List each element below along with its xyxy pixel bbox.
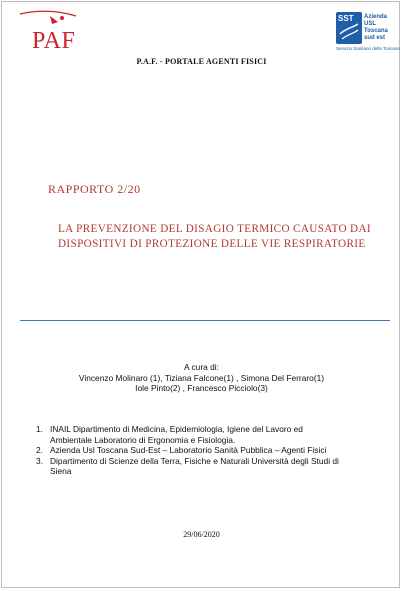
curated-by-block — [2, 362, 401, 394]
report-title-line: LA PREVENZIONE DEL DISAGIO TERMICO CAUSATO DAI — [58, 223, 371, 235]
affiliations-list — [36, 424, 376, 477]
usl-logo-side-text — [364, 14, 388, 42]
affiliation-number: 1. — [36, 424, 43, 434]
usl-side-line: sud est — [364, 35, 386, 41]
usl-side-line: USL — [364, 21, 376, 27]
affiliation-line: Dipartimento di Scienze della Terra, Fisiche e Naturali Università degli Studi di — [50, 455, 339, 466]
usl-logo-box — [336, 12, 362, 44]
report-title-line: DISPOSITIVI DI PROTEZIONE DELLE VIE RESPIRATORIE — [58, 238, 366, 250]
report-title — [58, 222, 378, 252]
paf-logo — [16, 8, 82, 52]
report-date: 29/06/2020 — [183, 530, 220, 539]
usl-toscana-logo — [336, 12, 400, 56]
affiliation-item — [36, 424, 376, 445]
document-page — [1, 1, 400, 588]
divider-rule — [20, 320, 390, 321]
paf-logo-text: PAF — [32, 28, 76, 54]
usl-side-line: Toscana — [364, 28, 388, 34]
report-number: RAPPORTO 2/20 — [48, 182, 141, 196]
affiliation-item — [36, 456, 376, 477]
affiliation-number: 3. — [36, 455, 43, 466]
affiliation-number: 2. — [36, 445, 43, 455]
usl-logo-under-text: Servizio Sanitario della Toscana — [336, 46, 400, 51]
affiliation-line: INAIL Dipartimento di Medicina, Epidemiologia, Igiene del Lavoro ed — [50, 424, 303, 434]
curated-by-label: A cura di: — [184, 362, 219, 372]
affiliation-line: Azienda Usl Toscana Sud-Est – Laboratorio Sanità Pubblica – Agenti Fisici — [50, 445, 327, 455]
usl-logo-box-text: SST — [338, 14, 354, 23]
affiliation-line: Siena — [50, 466, 72, 476]
usl-logo-bird-icon — [336, 12, 362, 44]
usl-side-line: Azienda — [364, 14, 388, 20]
affiliation-item — [36, 445, 376, 456]
authors-line: Vincenzo Molinaro (1), Tiziana Falcone(1) , Simona Del Ferraro(1) — [78, 372, 325, 383]
portal-title: P.A.F. - PORTALE AGENTI FISICI — [136, 57, 267, 66]
affiliation-line: Ambientale Laboratorio di Ergonomia e Fisiologia. — [50, 434, 236, 445]
authors-line: Iole Pinto(2) , Francesco Picciolo(3) — [135, 383, 268, 393]
